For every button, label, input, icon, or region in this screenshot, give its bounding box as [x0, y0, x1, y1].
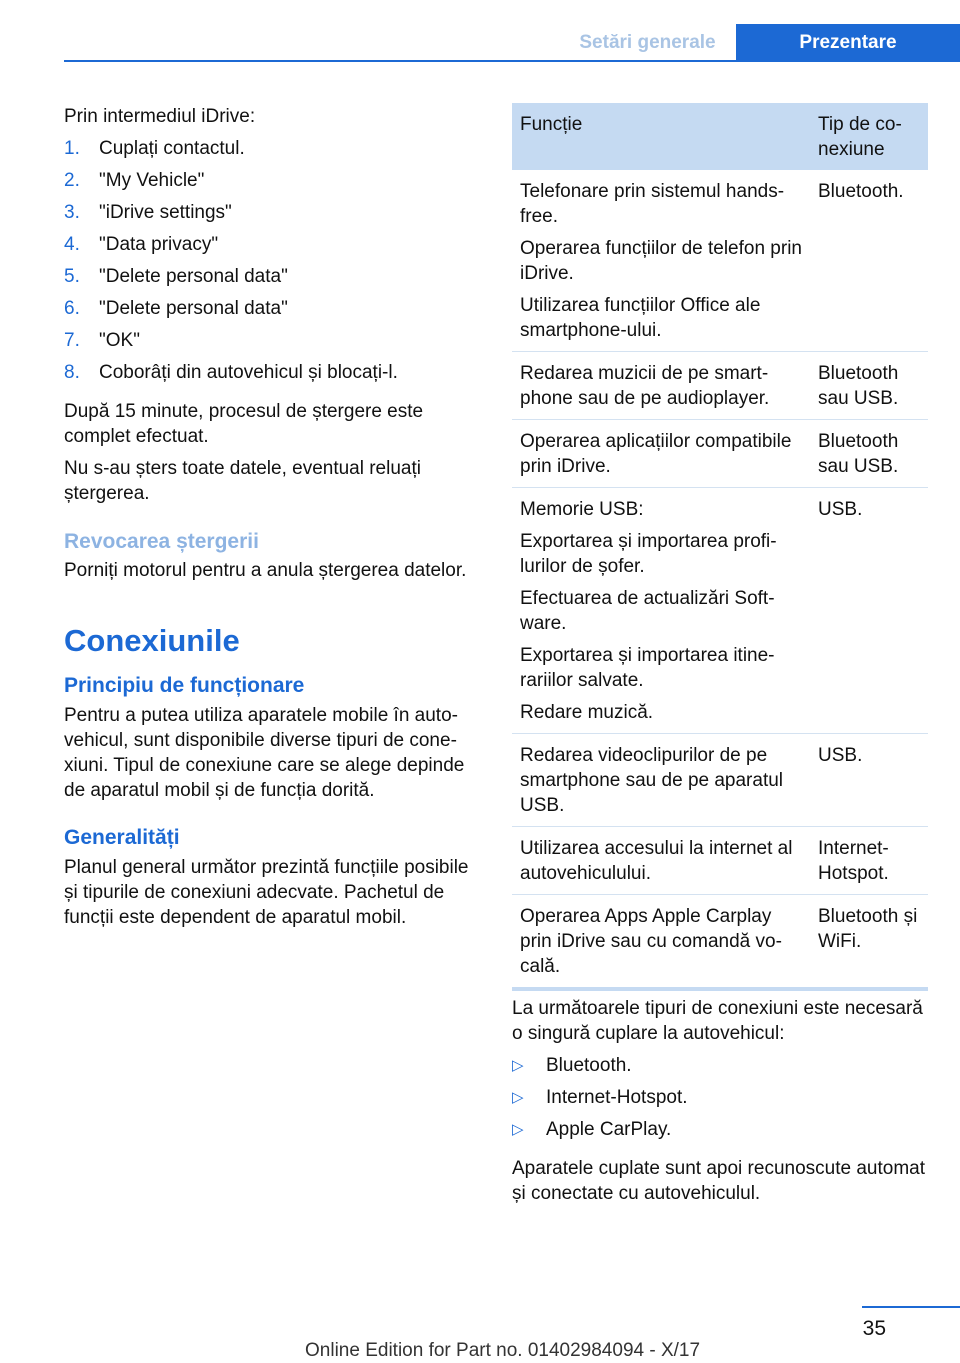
table-row [512, 170, 928, 352]
table-row [512, 827, 928, 895]
step-item: 7. "OK" [64, 330, 140, 351]
table-cell-type: Bluetooth sau USB. [810, 420, 928, 488]
table-row [512, 488, 928, 734]
list-item: ▷ Apple CarPlay. [512, 1119, 672, 1140]
table-row [512, 734, 928, 827]
step-item: 1. Cuplați contactul. [64, 138, 245, 159]
table-cell-function: Operarea Apps Apple Carplay prin iDrive sau cu comandă vocală. [512, 895, 810, 990]
main-heading: Conexiunile [64, 623, 240, 658]
general-heading: Generalități [64, 826, 180, 849]
table-row [512, 895, 928, 990]
table-cell-function: Utilizarea accesului la internet al autovehiculului. [512, 827, 810, 895]
right-column-text [512, 996, 928, 1213]
pairing-text: La următoarele tipuri de conexiuni este necesară o singură cuplare la autovehicul: [512, 998, 923, 1044]
header-active-tab: Prezentare [736, 24, 960, 62]
left-column [64, 104, 479, 937]
steps-list [64, 136, 479, 392]
connection-bullets [512, 1053, 928, 1149]
triangle-bullet-icon: ▷ [512, 1089, 524, 1106]
step-item: 6. "Delete personal data" [64, 298, 288, 319]
list-item: ▷ Internet-Hotspot. [512, 1087, 688, 1108]
table-cell-type: Bluetooth. [810, 170, 928, 352]
connections-table [512, 103, 928, 991]
table-cell-type: Bluetooth și WiFi. [810, 895, 928, 990]
list-item: ▷ Bluetooth. [512, 1055, 632, 1076]
table-cell-type: USB. [810, 488, 928, 734]
table-cell-function: Redarea muzicii de pe smartphone sau de pe audioplayer. [512, 352, 810, 420]
header-rule [64, 60, 960, 62]
table-row [512, 420, 928, 488]
table-row [512, 352, 928, 420]
edition-text: Online Edition for Part no. 01402984094 - X/17 [305, 1340, 701, 1361]
table-cell-type: Internet-Hotspot. [810, 827, 928, 895]
revoke-text: Porniți motorul pentru a anula ștergerea datelor. [64, 560, 467, 581]
step-item: 4. "Data privacy" [64, 234, 219, 255]
intro-text: Prin intermediul iDrive: [64, 106, 256, 127]
step-item: 5. "Delete personal data" [64, 266, 288, 287]
table-cell-function: Memorie USB: Exportarea și importarea profilurilor de șofer. Efectuarea de actualizări Software. Exportarea și importarea itinerariilor salvate. Redare muzică. [512, 488, 810, 734]
table-header-type: Tip de conexiune [810, 103, 928, 170]
deletion-complete-text: După 15 minute, procesul de ștergere este complet efectuat. [64, 401, 424, 447]
footer-rule [862, 1306, 960, 1308]
revoke-heading: Revocarea ștergerii [64, 530, 259, 553]
triangle-bullet-icon: ▷ [512, 1057, 524, 1074]
triangle-bullet-icon: ▷ [512, 1121, 524, 1138]
page-number: 35 [862, 1317, 886, 1340]
step-item: 3. "iDrive settings" [64, 202, 232, 223]
table-cell-function: Operarea aplicațiilor compatibile prin iDrive. [512, 420, 810, 488]
table-cell-type: USB. [810, 734, 928, 827]
table-cell-type: Bluetooth sau USB. [810, 352, 928, 420]
step-item: 8. Coborâți din autovehicul și blocați-l. [64, 362, 398, 383]
closing-text: Aparatele cuplate sunt apoi recunoscute automat și conectate cu autovehiculul. [512, 1158, 925, 1204]
principle-heading: Principiu de funcționare [64, 674, 305, 697]
step-item: 2. "My Vehicle" [64, 170, 205, 191]
table-header-row [512, 103, 928, 170]
general-text: Planul general următor prezintă funcțiile posibile și tipurile de conexiuni adecvate. Pachetul de funcții este dependent de aparatul mobil. [64, 857, 469, 928]
table-cell-function: Telefonare prin sistemul hands-free. Operarea funcțiilor de telefon prin iDrive. Utilizarea funcțiilor Office ale smartphone-ului. [512, 170, 810, 352]
principle-text: Pentru a putea utiliza aparatele mobile în autovehicul, sunt disponibile diverse tipuri de conexiuni. Tipul de conexiune care se alege depinde de aparatul mobil și de funcția dorită. [64, 705, 465, 801]
header-section-title: Setări generale [579, 32, 716, 53]
table-header-function: Funcție [512, 103, 810, 170]
retry-text: Nu s-au șters toate datele, eventual reluați ștergerea. [64, 458, 421, 504]
table-cell-function: Redarea videoclipurilor de pe smartphone sau de pe aparatul USB. [512, 734, 810, 827]
